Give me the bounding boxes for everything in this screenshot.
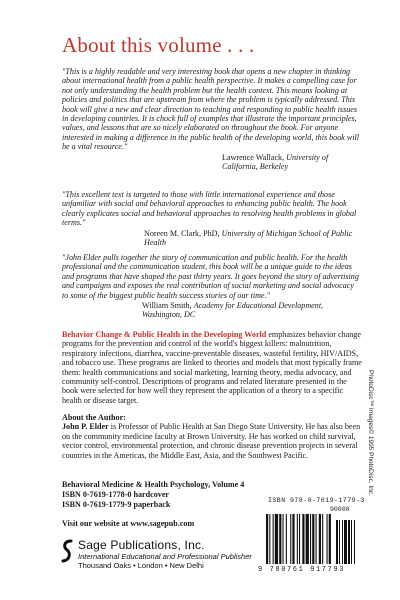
author-bio: is Professor of Public Health at San Diego State University. He has also been on the community medicine faculty at Brown University. He has worked on child survival, vector control, environmental protection, and chronic disease prevention projects in several countries in the Americas, the Middle East, Asia, and the Southwest Pacific. — [62, 422, 361, 460]
website-link[interactable]: Visit our website at www.sagepub.com — [62, 519, 195, 528]
testimonial-wallack — [62, 67, 362, 171]
testimonial-attribution — [62, 229, 362, 248]
sage-logo-icon — [60, 538, 74, 564]
book-description — [62, 330, 362, 405]
series-name: Behavioral Medicine & Health Psychology, Volume 4 — [62, 480, 245, 489]
photo-credit — [363, 370, 375, 600]
testimonial-attribution — [62, 153, 362, 172]
isbn-paperback: ISBN 0-7619-1779-9 paperback — [62, 500, 171, 509]
testimonial-affiliation: University of California, Berkeley — [222, 152, 329, 172]
testimonial-affiliation: Academy for Educational Development, Washington, DC — [142, 301, 324, 320]
description-text: emphasizes behavior change programs for the prevention and control of the world's biggest killers: malnutrition, respiratory infections, diarrhea, vaccine-preventable diseases, wasteful fertility, HIV/AIDS, and tobacco use. These programs are linked to theories and models that most typically frame them: health communications and social marketing, learning theory, media advocacy, and community self-control. Descriptions of programs and related literature presented in the book were selected for how well they represent the application of a theory to a specific health or disease target. — [62, 330, 362, 405]
page-title: About this volume . . . — [62, 33, 255, 57]
series-info — [62, 480, 262, 510]
testimonial-author: William Smith, — [142, 301, 192, 311]
testimonial-attribution — [62, 301, 362, 320]
author-name: John P. Elder — [62, 422, 109, 432]
about-author — [62, 413, 362, 460]
testimonial-clark — [62, 190, 362, 247]
isbn-hardcover: ISBN 0-7619-1778-0 hardcover — [62, 490, 170, 499]
testimonial-author: Noreen M. Clark, PhD, — [144, 228, 220, 238]
book-title: Behavior Change & Public Health in the Developing World — [62, 330, 267, 339]
publisher-name: Sage Publications, Inc. — [78, 538, 205, 552]
testimonial-smith — [62, 253, 362, 320]
barcode-price-code: 90000 — [330, 506, 350, 513]
barcode-icon — [262, 506, 358, 566]
testimonial-quote: "This excellent text is targeted to those with little international experience and those unfamiliar with social and behavioral approaches to enhancing public health. The book clearly explicates social and behavioral approaches to resolving health problems in global terms." — [62, 190, 357, 228]
testimonial-quote: "This is a highly readable and very interesting book that opens a new chapter in thinking about international health from a public health perspective. It makes a compelling case for not only understanding the health problem but the health context. This means looking at policies and politics that are upstream from where the problem is typically addressed. This book will give a new and clear direction to teaching and responding to public health issues in developing countries. It is chock full of examples that illustrate the important principles, values, and lessons that are so nicely elaborated on throughout the book. For anyone interested in making a difference in the public health of the developing world, this book will be a vital resource." — [62, 67, 360, 152]
testimonial-affiliation: University of Michigan School of Public Health — [144, 228, 353, 248]
publisher-tagline: International Educational and Professional Publisher — [78, 552, 252, 561]
testimonial-author: Lawrence Wallack, — [222, 152, 285, 162]
about-author-heading: About the Author: — [62, 413, 126, 422]
publisher-cities: Thousand Oaks • London • New Delhi — [78, 561, 204, 570]
barcode-isbn: ISBN 978-0-7619-1779-3 — [268, 497, 365, 504]
photo-credit-text: PhotoDisc™ Images© 1995 PhotoDisc, Inc. — [367, 370, 374, 496]
publisher-block — [78, 538, 252, 570]
barcode-digits: 9 780761 917793 — [258, 566, 346, 574]
testimonial-quote: "John Elder pulls together the story of communication and public health. For the health professional and the communication student, this book will be a unique guide to the ideas and programs that have shaped the past thirty years. It goes beyond the story of advertising and campaigns and exposes the real contribution of social marketing and social advocacy to some of the biggest public health success stories of our time." — [62, 253, 359, 300]
